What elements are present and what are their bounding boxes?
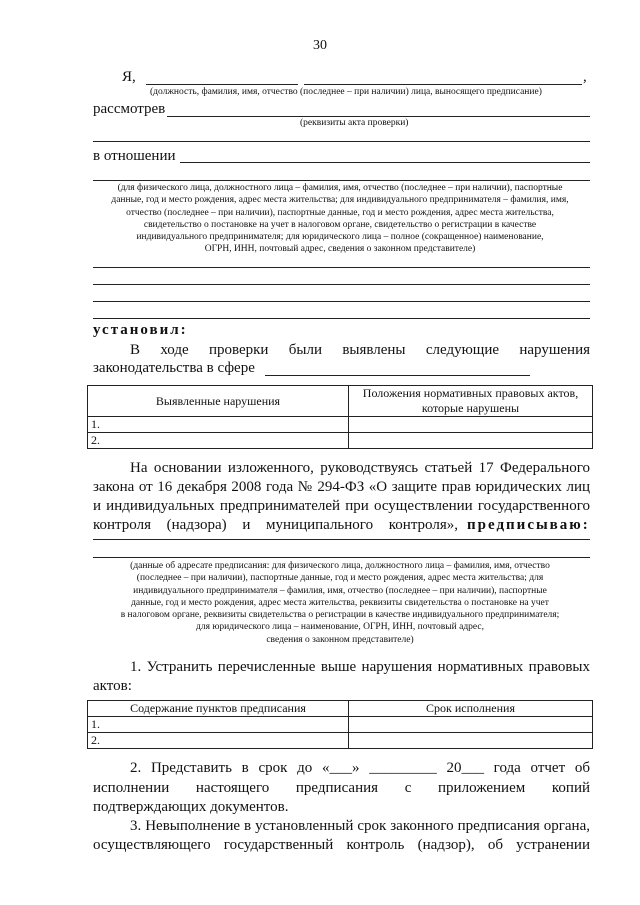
fill-line [93,267,590,268]
ya-caption: (должность, фамилия, имя, отчество (последнее – при наличии) лица, выносящего предписание) [150,87,542,97]
rassmotrev-caption: (реквизиты акта проверки) [300,118,409,128]
table-cell [349,433,593,449]
table-cell [349,717,593,733]
table-row-number: 1. [88,417,349,433]
table-header: Срок исполнения [349,701,593,717]
item3-line2: осуществляющего государственный контроль (надзор), об устранении [93,837,590,853]
fill-line [146,84,298,85]
violations-table [87,385,593,449]
table-cell [349,733,593,749]
osnovanie-line2: закона от 16 декабря 2008 года № 294-ФЗ «О защите прав юридических лиц [93,479,590,495]
item1-line1: 1. Устранить перечисленные выше нарушения нормативных правовых [130,659,590,675]
rassmotrev-label: рассмотрев [93,101,166,117]
table-row-number: 2. [88,433,349,449]
ustanovil-line2: законодательства в сфере [93,360,255,376]
item2-line2: исполнении настоящего предписания с приложением копий [93,780,590,796]
caption-line: данные, год и место рождения, адрес места жительства; для индивидуального предпринимателя – фамилия, имя, [111,195,569,206]
caption-line: данные, год и место рождения, адрес места жительства, реквизиты свидетельства о постановке на учет [131,597,549,608]
fill-line [93,180,590,181]
fill-line [93,141,590,142]
table-header: Выявленные нарушения [88,386,349,417]
tasks-table [87,700,593,749]
fill-line [93,557,590,558]
table-row-number: 1. [88,717,349,733]
item2-line3: подтверждающих документов. [93,799,289,815]
addressee-caption [80,560,600,646]
caption-line: для юридического лица – наименование, ОГРН, ИНН, почтовый адрес, [196,622,484,633]
caption-line: в налоговом органе, реквизиты свидетельства о регистрации в качестве индивидуального предпринимателя; [120,610,560,621]
osnovanie-line4: контроля (надзора) и муниципального контроля», [93,517,458,533]
fill-line [265,375,530,376]
osnovanie-line1: На основании изложенного, руководствуясь статьей 17 Федерального [130,460,590,476]
caption-line: (данные об адресате предписания: для физического лица, должностного лица – фамилия, имя, отчество [130,561,550,571]
item1-line2: актов: [93,678,132,694]
fill-line [93,539,590,540]
table-cell [349,417,593,433]
otnoshenii-label: в отношении [93,148,176,164]
subject-caption [80,182,600,256]
fill-line [167,116,590,117]
item3-line1: 3. Невыполнение в установленный срок законного предписания органа, [130,818,590,834]
fill-line [93,301,590,302]
caption-line: (для физического лица, должностного лица – фамилия, имя, отчество (последнее – при наличии), паспортные [117,183,563,193]
fill-line [93,318,590,319]
caption-line: отчество (последнее – при наличии), паспортные данные, год и место рождения, адрес места жительства, [126,207,554,218]
ustanovil-line1: В ходе проверки были выявлены следующие нарушения [130,342,590,358]
comma: , [583,69,587,85]
fill-line [180,162,590,163]
table-header: Содержание пунктов предписания [88,701,349,717]
item2-line1: 2. Представить в срок до «___» _________ 20___ года отчет об [130,760,590,776]
predpisyvayu: предписываю: [467,517,590,533]
ya-label: Я, [122,69,136,85]
caption-line: индивидуального предпринимателя – фамилия, имя, отчество (последнее – при наличии), паспортные [133,585,547,596]
page-number: 30 [313,38,327,53]
caption-line: свидетельство о постановке на учет в налоговом органе, свидетельство о регистрации в качестве [143,219,537,230]
ustanovil-heading: установил: [93,322,188,338]
fill-line [304,84,582,85]
caption-line: (последнее – при наличии), паспортные данные, год и место рождения, адрес места жительства; для [136,573,544,584]
table-row-number: 2. [88,733,349,749]
caption-line: сведения о законном представителе) [266,634,414,645]
fill-line [93,284,590,285]
caption-line: индивидуального предпринимателя; для юридического лица – полное (сокращенное) наименование, [136,232,544,243]
table-header: Положения нормативных правовых актов, которые нарушены [349,386,593,417]
caption-line: ОГРН, ИНН, почтовый адрес, сведения о законном представителе) [204,244,476,255]
osnovanie-line3: и индивидуальных предпринимателей при осуществлении государственного [93,498,590,514]
